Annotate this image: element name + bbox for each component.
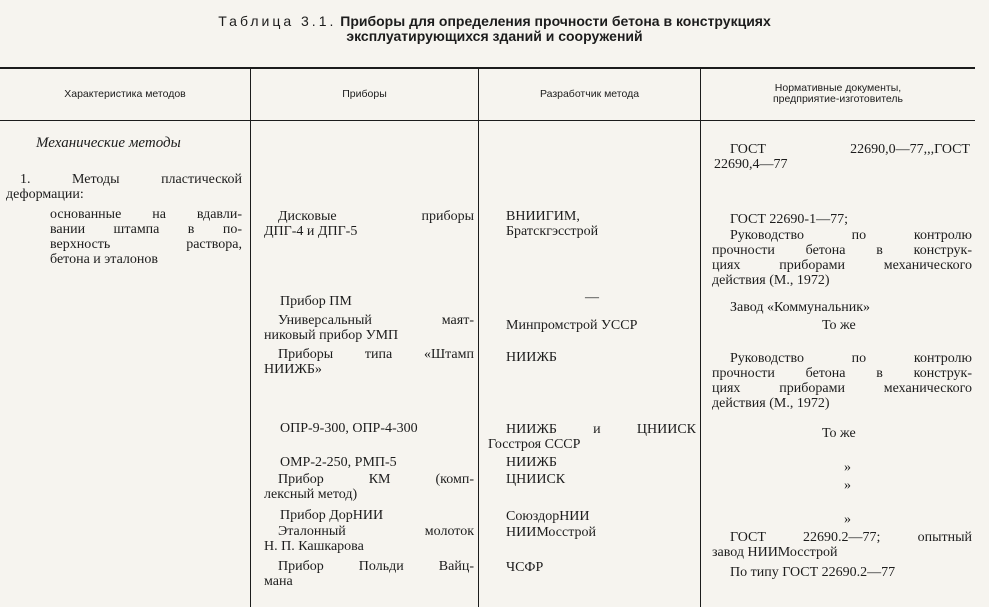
developer-row-2: —: [585, 290, 599, 305]
table-number: Таблица 3.1.: [218, 13, 337, 29]
col-divider-3: [700, 67, 701, 607]
docs-row-1: ГОСТ 22690-1—77;: [730, 212, 848, 227]
docs-row-1b: [712, 228, 972, 288]
developer-row-5: [488, 422, 696, 452]
developer-row-8: СоюздорНИИ: [506, 509, 590, 524]
docs-top-line2: 22690,4—77: [714, 157, 788, 172]
docs-row-4-line2: прочности бетона в конструк-: [712, 366, 972, 381]
docs-row-8: »: [844, 512, 851, 527]
section-heading: Механические методы: [36, 135, 181, 151]
instrument-row-7-line2: лексный метод): [264, 487, 358, 502]
header-docs-line2: предприятие-изготовитель: [773, 93, 903, 105]
col-divider-2: [478, 67, 479, 607]
developer-row-1: [506, 209, 696, 239]
header-developer: [479, 70, 700, 118]
header-methods: [0, 70, 250, 118]
instrument-row-4: [264, 347, 474, 377]
method-sub-line3: верхность раствора,: [50, 237, 242, 252]
header-rule: [0, 120, 975, 121]
header-methods-label: Характеристика методов: [64, 87, 186, 100]
docs-row-2: Завод «Коммунальник»: [730, 300, 871, 315]
instrument-row-10-line2: мана: [264, 574, 293, 589]
developer-row-7: ЦНИИСК: [506, 472, 566, 487]
docs-row-5: То же: [822, 426, 856, 441]
instrument-row-1-line1: Дисковые приборы: [278, 209, 474, 224]
docs-row-1b-line4: действия (М., 1972): [712, 273, 830, 288]
table-title-line2: эксплуатирующихся зданий и сооружений: [346, 28, 643, 44]
developer-row-1-line1: ВНИИГИМ,: [506, 209, 580, 224]
method-sub: [50, 207, 242, 267]
method-sub-line2: вании штампа в по-: [50, 222, 242, 237]
instrument-row-3-line1: Универсальный маят-: [278, 313, 474, 328]
header-docs-line1: Нормативные документы,: [774, 82, 902, 94]
docs-row-9-line2: завод НИИМосстрой: [712, 545, 838, 560]
developer-row-4: НИИЖБ: [506, 350, 557, 365]
instrument-row-3-line2: никовый прибор УМП: [264, 328, 399, 343]
table-title-line1: [0, 14, 989, 29]
method-sub-line4: бетона и эталонов: [50, 252, 159, 267]
instrument-row-9: [264, 524, 474, 554]
instrument-row-7-line1: Прибор КМ (комп-: [278, 472, 474, 487]
docs-top-line1: ГОСТ 22690,0—77,,,ГОСТ: [730, 142, 970, 157]
instrument-row-8: Прибор ДорНИИ: [280, 508, 384, 523]
developer-row-6: НИИЖБ: [506, 455, 557, 470]
top-rule: [0, 67, 975, 69]
developer-row-5-line2: Госстроя СССР: [488, 437, 581, 452]
docs-row-6: »: [844, 460, 851, 475]
docs-row-4-line4: действия (М., 1972): [712, 396, 830, 411]
docs-row-10: По типу ГОСТ 22690.2—77: [730, 565, 896, 580]
docs-row-4: [712, 351, 972, 411]
col-divider-1: [250, 67, 251, 607]
instrument-row-4-line1: Приборы типа «Штамп: [278, 347, 474, 362]
developer-row-9: НИИМосстрой: [506, 525, 596, 540]
instrument-row-9-line1: Эталонный молоток: [278, 524, 474, 539]
instrument-row-10: [264, 559, 474, 589]
header-instruments: [251, 70, 478, 118]
docs-row-1b-line2: прочности бетона в конструк-: [712, 243, 972, 258]
instrument-row-10-line1: Прибор Польди Вайц-: [278, 559, 474, 574]
developer-row-5-line1: НИИЖБ и ЦНИИСК: [506, 422, 696, 437]
docs-row-7: »: [844, 478, 851, 493]
method-item-1-line2: деформации:: [6, 187, 84, 202]
header-docs: [701, 70, 975, 118]
docs-row-1b-line3: циях приборами механического: [712, 258, 972, 273]
developer-row-10: ЧСФР: [506, 560, 544, 575]
docs-row-9: [712, 530, 972, 560]
docs-row-4-line3: циях приборами механического: [712, 381, 972, 396]
docs-row-1b-line1: Руководство по контролю: [730, 228, 972, 243]
method-sub-line1: основанные на вдавли-: [50, 207, 242, 222]
instrument-row-1-line2: ДПГ-4 и ДПГ-5: [264, 224, 358, 239]
developer-row-1-line2: Братскгэсстрой: [506, 224, 599, 239]
instrument-row-6: ОМР-2-250, РМП-5: [280, 455, 397, 470]
instrument-row-7: [264, 472, 474, 502]
instrument-row-3: [264, 313, 474, 343]
table-title: [0, 14, 989, 44]
developer-row-3: Минпромстрой УССР: [506, 318, 638, 333]
instrument-row-1: [264, 209, 474, 239]
instrument-row-2: Прибор ПМ: [280, 294, 352, 309]
table-title-text-1: Приборы для определения прочности бетона в конструкциях: [340, 13, 771, 29]
header-developer-label: Разработчик метода: [539, 87, 640, 100]
instrument-row-4-line2: НИИЖБ»: [264, 362, 322, 377]
docs-row-9-line1: ГОСТ 22690.2—77; опытный: [730, 530, 972, 545]
docs-row-3: То же: [822, 318, 856, 333]
method-item-1-line1: 1. Методы пластической: [20, 172, 242, 187]
header-instruments-label: Приборы: [342, 87, 387, 100]
docs-top: [714, 142, 970, 172]
instrument-row-9-line2: Н. П. Кашкарова: [264, 539, 364, 554]
docs-row-4-line1: Руководство по контролю: [730, 351, 972, 366]
instrument-row-5: ОПР-9-300, ОПР-4-300: [280, 421, 418, 436]
